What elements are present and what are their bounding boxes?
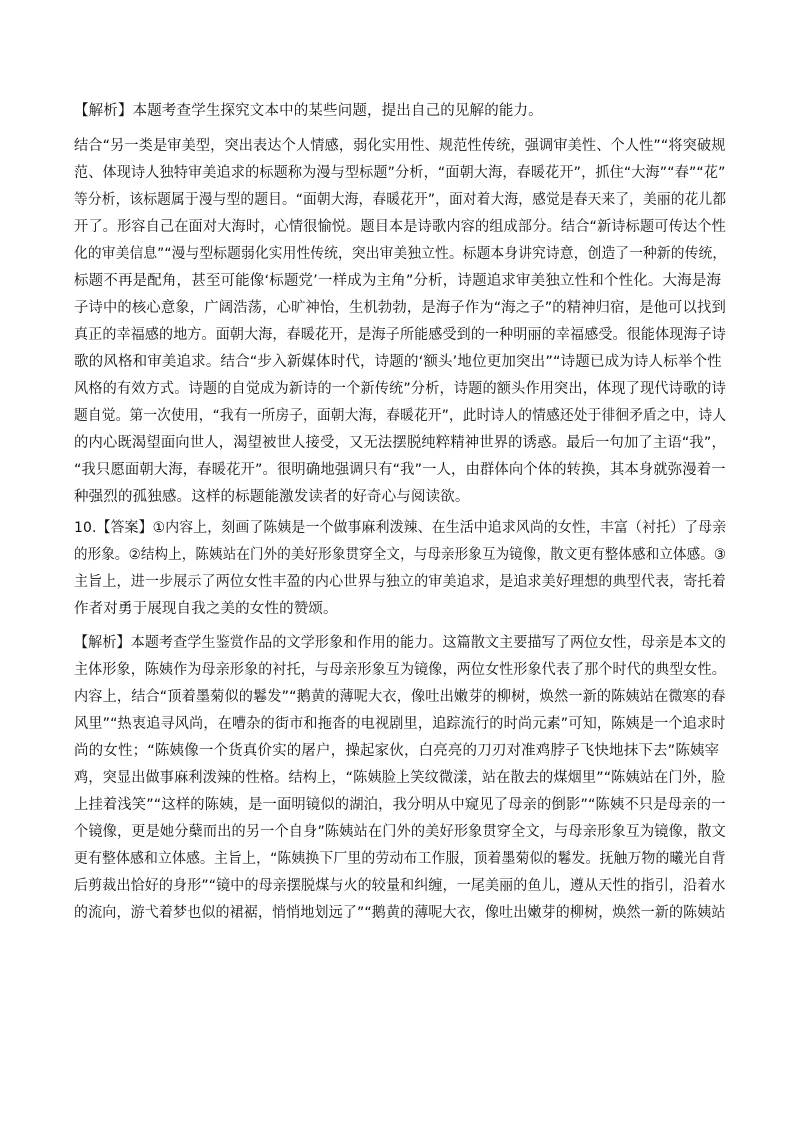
text-line: 化的审美信息”“漫与型标题弱化实用性传统，突出审美独立性。标题本身讲究诗意，创造了一种新的传统，: [74, 246, 727, 262]
text-line: 子诗中的核心意象，广阔浩荡，心旷神怡，生机勃勃，是海子作为“海之子”的精神归宿，是他可以找到: [74, 300, 726, 316]
text-line: 的内心既渴望面向世人，渴望被世人接受，又无法摆脱纯粹精神世界的诱惑。最后一句加了主语“我”，: [74, 435, 726, 451]
text-line: 【解析】本题考查学生探究文本中的某些问题，提出自己的见解的能力。: [74, 103, 543, 119]
answer-line: 作者对勇于展现自我之美的女性的赞颂。: [74, 601, 338, 617]
text-line: 后剪裁出恰好的身形”“镜中的母亲摆脱煤与火的较量和纠缠，一尾美丽的鱼儿，遵从天性的指引，沿着水: [74, 878, 726, 894]
text-line: “我只愿面朝大海，春暖花开”。很明确地强调只有“我”一人，由群体向个体的转换，其本身就弥漫着一: [74, 462, 726, 478]
text-line: 标题不再是配角，甚至可能像‘标题党’一样成为主角”分析，诗题追求审美独立性和个性化。大海是海: [74, 273, 722, 289]
text-line: 更有整体感和立体感。主旨上，“陈姨换下厂里的劳动布工作服，顶着墨菊似的鬈发。抚触万物的曦光自背: [74, 851, 726, 867]
text-line: 上挂着浅笑”“这样的陈姨，是一面明镜似的湖泊，我分明从中窥见了母亲的倒影”“陈姨不只是母亲的一: [74, 797, 726, 813]
text-line: 的流向，游弋着梦也似的裙裾，悄悄地划远了”“鹅黄的薄呢大衣，像吐出嫩芽的柳树，焕然一新的陈姨站: [74, 905, 726, 921]
text-line: 开了。形容自己在面对大海时，心情很愉悦。题目本是诗歌内容的组成部分。结合“新诗标题可传达个性: [74, 219, 726, 235]
text-line: 风里”“热衷追寻风尚，在嘈杂的街市和拖沓的电视剧里，追踪流行的时尚元素”可知，陈姨是一个追求时: [74, 716, 726, 732]
text-line: 真正的幸福感的地方。面朝大海，春暖花开，是海子所能感受到的一种明丽的幸福感受。很能体现海子诗: [74, 327, 726, 343]
text-line: 风格的有效方式。诗题的自觉成为新诗的一个新传统”分析，诗题的额头作用突出，体现了现代诗歌的诗: [74, 381, 726, 397]
answer-line: 10.【答案】①内容上，刻画了陈姨是一个做事麻利泼辣、在生活中追求风尚的女性，丰富（衬托）了母亲: [74, 520, 727, 536]
text-line: 结合“另一类是审美型，突出表达个人情感，弱化实用性、规范性传统，强调审美性、个人性”“将突破规: [74, 138, 726, 154]
text-line: 种强烈的孤独感。这样的标题能激发读者的好奇心与阅读欲。: [74, 489, 470, 505]
text-line: 主体形象，陈姨作为母亲形象的衬托，与母亲形象互为镜像，两位女性形象代表了那个时代的典型女性。: [74, 662, 726, 678]
text-line: 【解析】本题考查学生鉴赏作品的文学形象和作用的能力。这篇散文主要描写了两位女性，母亲是本文的: [74, 635, 726, 651]
answer-line: 的形象。②结构上，陈姨站在门外的美好形象贯穿全文，与母亲形象互为镜像，散文更有整体感和立体感。③: [74, 547, 727, 563]
text-line: 尚的女性；“陈姨像一个货真价实的屠户，操起家伙，白亮亮的刀刃对准鸡脖子飞快地抹下去”陈姨宰: [74, 743, 720, 759]
answer-line: 主旨上，进一步展示了两位女性丰盈的内心世界与独立的审美追求，是追求美好理想的典型代表，寄托着: [74, 574, 726, 590]
text-line: 鸡，突显出做事麻利泼辣的性格。结构上，“陈姨脸上笑纹微漾，站在散去的煤烟里”“陈姨站在门外，脸: [74, 770, 726, 786]
text-line: 个镜像，更是她分蘖而出的另一个自身”陈姨站在门外的美好形象贯穿全文，与母亲形象互为镜像，散文: [74, 824, 726, 840]
text-line: 等分析，该标题属于漫与型的题目。“面朝大海，春暖花开”，面对着大海，感觉是春天来了，美丽的花儿都: [74, 192, 727, 208]
text-line: 歌的风格和审美追求。结合“步入新媒体时代，诗题的‘额头’地位更加突出”“诗题已成为诗人标举个性: [74, 354, 722, 370]
text-line: 内容上，结合“顶着墨菊似的鬈发”“鹅黄的薄呢大衣，像吐出嫩芽的柳树，焕然一新的陈姨站在微寒的春: [74, 689, 726, 705]
text-line: 题自觉。第一次使用，“我有一所房子，面朝大海，春暖花开”，此时诗人的情感还处于徘徊矛盾之中，诗人: [74, 408, 727, 424]
text-line: 范、体现诗人独特审美追求的标题称为漫与型标题”分析，“面朝大海，春暖花开”，抓住“大海”“春”“花”: [74, 165, 726, 181]
